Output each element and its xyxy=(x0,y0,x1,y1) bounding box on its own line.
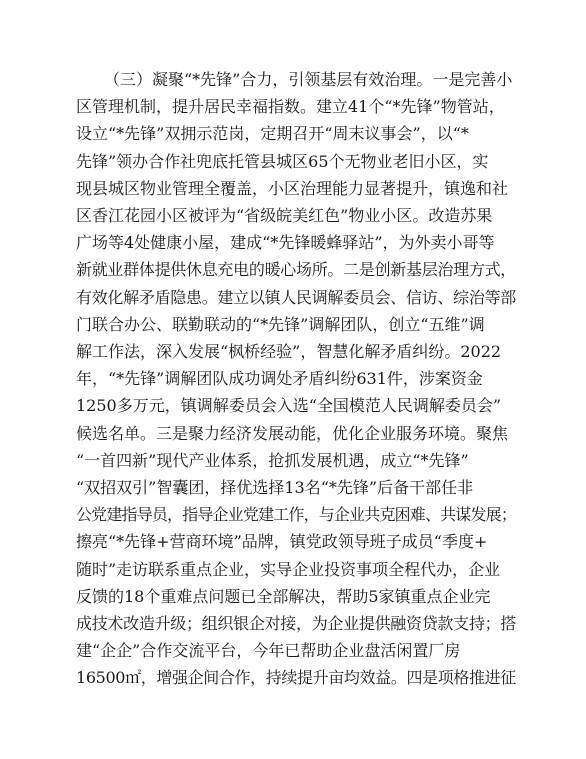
text-line: 门联合办公、联勤联动的“*先锋”调解团队，创立“五维”调 xyxy=(76,314,485,334)
text-line: 公党建指导员，指导企业党建工作，与企业共克困难、共谋发展； xyxy=(76,505,517,525)
text-line: 擦亮“*先锋+营商环境”品牌，镇党政领导班子成员“季度+ xyxy=(76,532,488,552)
text-line: “双招双引”智囊团，择优选择13名“*先锋”后备干部任非 xyxy=(76,478,474,498)
text-line: 广场等4处健康小屋，建成“*先锋暖蜂驿站”，为外卖小哥等 xyxy=(76,233,495,253)
text-line: 成技术改造升级；组织银企对接，为企业提供融资贷款支持；搭 xyxy=(76,614,517,634)
text-line: 新就业群体提供休息充电的暖心场所。二是创新基层治理方式， xyxy=(76,260,517,280)
text-line: 1250多万元，镇调解委员会入选“全国模范人民调解委员会” xyxy=(76,396,502,416)
text-line: 候选名单。三是聚力经济发展动能，优化企业服务环境。聚焦 xyxy=(76,423,509,443)
text-line: 有效化解矛盾隐患。建立以镇人民调解委员会、信访、综治等部 xyxy=(76,287,517,307)
text-line: 现县城区物业管理全覆盖，小区治理能力显著提升，镇逸和社 xyxy=(76,178,509,198)
text-line: 区管理机制，提升居民幸福指数。建立41个“*先锋”物管站， xyxy=(76,97,505,117)
body-paragraph xyxy=(76,66,516,692)
text-line: 建“企企”合作交流平台，今年已帮助企业盘活闲置厂房 xyxy=(76,641,461,661)
text-line: 16500㎡，增强企间合作，持续提升亩均效益。四是项格推进征 xyxy=(76,668,516,688)
text-line: 区香江花园小区被评为“省级皖美红色”物业小区。改造苏果 xyxy=(76,206,493,226)
text-line: 随时”走访联系重点企业，实导企业投资事项全程代办，企业 xyxy=(76,559,501,579)
text-line: 设立“*先锋”双拥示范岗，定期召开“周末议事会”，以“* xyxy=(76,124,469,144)
text-line: （三）凝聚“*先锋”合力，引领基层有效治理。一是完善小 xyxy=(104,70,513,89)
text-line: 年，“*先锋”调解团队成功调处矛盾纠纷631件，涉案资金 xyxy=(76,369,483,389)
text-line: 先锋”领办合作社兜底托管县城区65个无物业老旧小区，实 xyxy=(76,151,489,171)
text-line: 反馈的18个重难点问题已全部解决，帮助5家镇重点企业完 xyxy=(76,586,491,606)
text-line: “一首四新”现代产业体系，抢抓发展机遇，成立“*先锋” xyxy=(76,450,469,470)
text-line: 解工作法，深入发展“枫桥经验”，智慧化解矛盾纠纷。2022 xyxy=(76,342,502,362)
